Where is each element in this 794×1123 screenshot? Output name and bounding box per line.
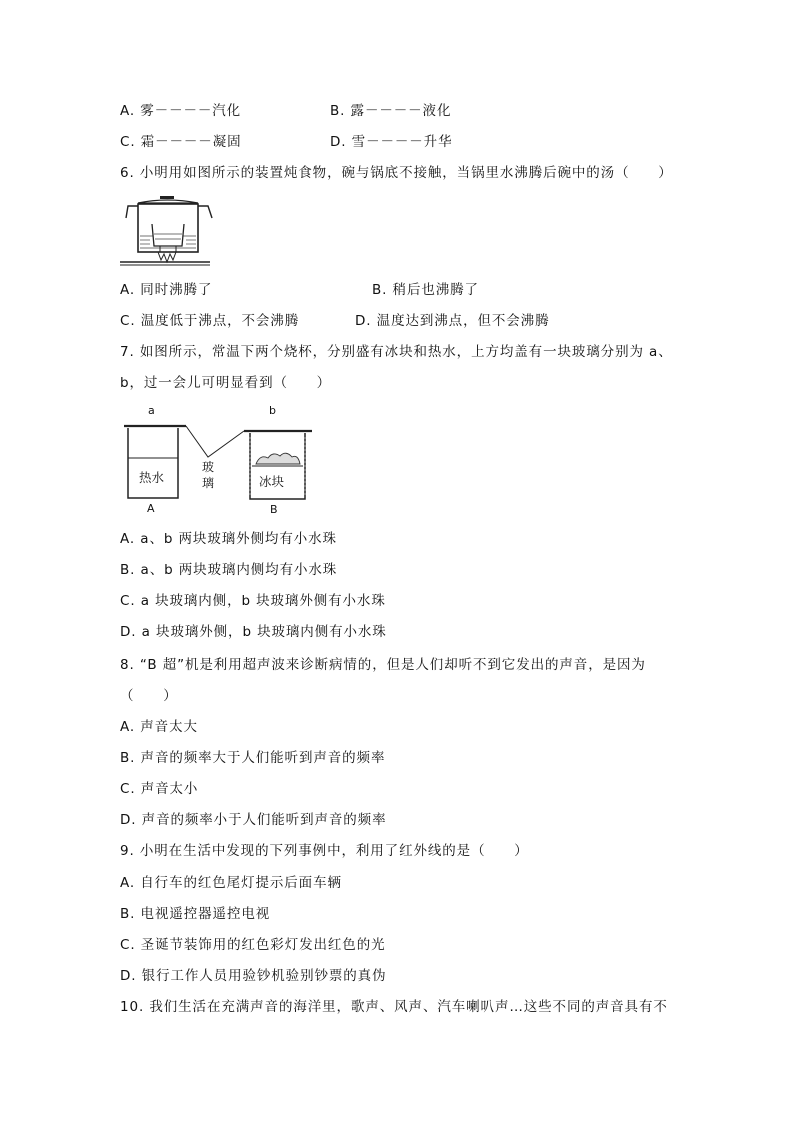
q7-option-d: D. a 块玻璃外侧，b 块玻璃内侧有小水珠	[120, 624, 387, 640]
pot-lid	[138, 200, 198, 203]
ice-label: 冰块	[259, 474, 285, 489]
beakers-figure	[120, 404, 320, 516]
glass-label-top: 玻	[202, 460, 215, 474]
q9-option-d: D. 银行工作人员用验钞机验别钞票的真伪	[120, 968, 387, 984]
q5-option-c: C. 霜－－－－凝固	[120, 134, 242, 150]
q5-option-d: D. 雪－－－－升华	[330, 134, 453, 150]
glass-label-bottom: 璃	[202, 476, 215, 490]
q9-option-b: B. 电视遥控器遥控电视	[120, 906, 271, 922]
beaker-label-a: A	[147, 502, 155, 515]
q8-option-d: D. 声音的频率小于人们能听到声音的频率	[120, 812, 387, 828]
q8-option-c: C. 声音太小	[120, 781, 199, 797]
q7-stem-line2: b，过一会儿可明显看到（ ）	[120, 375, 332, 391]
q7-option-a: A. a、b 两块玻璃外侧均有小水珠	[120, 531, 337, 547]
stew-pot-figure	[120, 196, 220, 268]
flame-icon	[158, 252, 176, 262]
q5-option-b: B. 露－－－－液化	[330, 103, 452, 119]
pot-handle-right	[198, 206, 212, 218]
q9-stem: 9. 小明在生活中发现的下列事例中，利用了红外线的是（ ）	[120, 843, 529, 859]
q9-option-c: C. 圣诞节装饰用的红色彩灯发出红色的光	[120, 937, 386, 953]
glass-label-b: b	[269, 404, 276, 417]
q7-stem-line1: 7. 如图所示，常温下两个烧杯，分别盛有冰块和热水，上方均盖有一块玻璃分别为 a、	[120, 344, 673, 360]
beaker-a	[128, 428, 178, 498]
q8-stem-line2: （ ）	[120, 688, 178, 704]
q7-option-b: B. a、b 两块玻璃内侧均有小水珠	[120, 562, 338, 578]
q8-option-b: B. 声音的频率大于人们能听到声音的频率	[120, 750, 386, 766]
pot-lid-knob	[160, 196, 174, 199]
q6-option-b: B. 稍后也沸腾了	[372, 282, 479, 298]
ice-pile	[256, 453, 300, 464]
glass-label-a: a	[148, 404, 155, 417]
q6-stem: 6. 小明用如图所示的装置炖食物，碗与锅底不接触，当锅里水沸腾后碗中的汤（ ）	[120, 165, 673, 181]
hot-water-label: 热水	[139, 470, 165, 485]
q8-stem-line1: 8. “B 超”机是利用超声波来诊断病情的，但是人们却听不到它发出的声音，是因为	[120, 657, 646, 673]
beaker-label-b: B	[270, 503, 278, 516]
q6-option-a: A. 同时沸腾了	[120, 282, 213, 298]
q6-option-c: C. 温度低于沸点，不会沸腾	[120, 313, 300, 329]
q8-option-a: A. 声音太大	[120, 719, 198, 735]
q10-stem-line1: 10. 我们生活在充满声音的海洋里，歌声、风声、汽车喇叭声…这些不同的声音具有不	[120, 999, 668, 1015]
q5-option-a: A. 雾－－－－汽化	[120, 103, 242, 119]
bowl	[152, 224, 184, 246]
q7-option-c: C. a 块玻璃内侧，b 块玻璃外侧有小水珠	[120, 593, 386, 609]
q6-option-d: D. 温度达到沸点，但不会沸腾	[355, 313, 550, 329]
glass-leader-line	[186, 426, 244, 457]
q9-option-a: A. 自行车的红色尾灯提示后面车辆	[120, 875, 342, 891]
pot-handle-left	[126, 206, 138, 218]
